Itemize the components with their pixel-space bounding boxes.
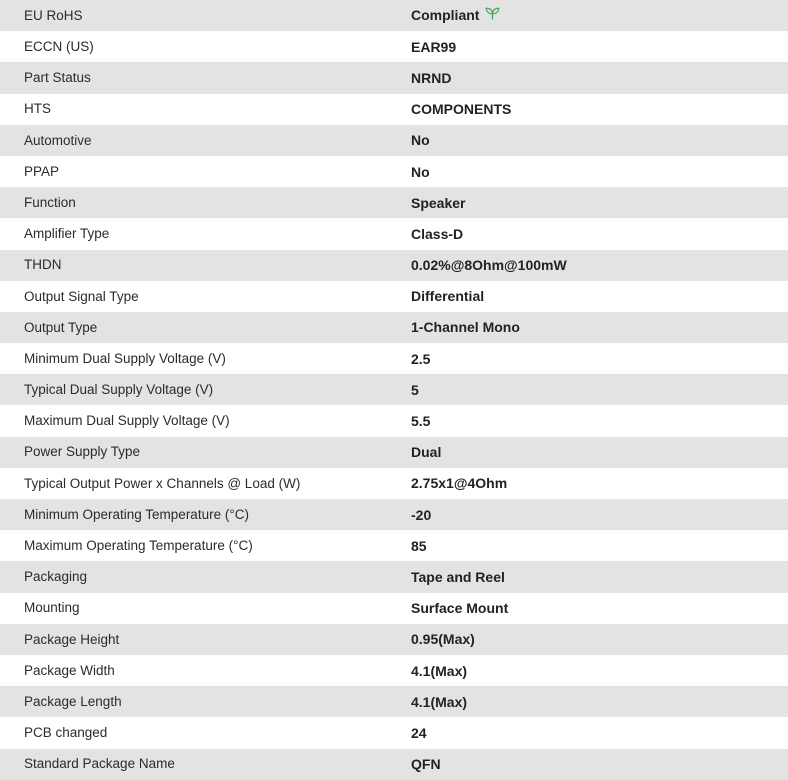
spec-value: Speaker: [411, 194, 466, 211]
spec-row-mounting: [0, 593, 788, 624]
spec-value: -20: [411, 506, 432, 523]
spec-value: 0.95(Max): [411, 631, 475, 648]
spec-row-package-width: [0, 655, 788, 686]
spec-label: Typical Output Power x Channels @ Load (W): [24, 475, 301, 491]
spec-label: Typical Dual Supply Voltage (V): [24, 382, 214, 398]
spec-value-cell: [411, 0, 788, 31]
spec-row-min-dual-supply-voltage: [0, 343, 788, 374]
spec-row-package-length: [0, 686, 788, 717]
spec-row-typ-output-power: [0, 468, 788, 499]
spec-value: 85: [411, 537, 427, 554]
spec-label: Minimum Dual Supply Voltage (V): [24, 350, 226, 366]
spec-label: Power Supply Type: [24, 444, 141, 460]
spec-value: QFN: [411, 756, 441, 773]
spec-row-output-type: [0, 312, 788, 343]
spec-label: Minimum Operating Temperature (°C): [24, 506, 249, 522]
spec-value: Surface Mount: [411, 600, 509, 617]
spec-row-amplifier-type: [0, 218, 788, 249]
spec-label: Package Height: [24, 631, 120, 647]
spec-row-output-signal-type: [0, 281, 788, 312]
spec-row-standard-package-name: [0, 749, 788, 780]
spec-row-part-status: [0, 62, 788, 93]
spec-row-function: [0, 187, 788, 218]
spec-value: Compliant: [411, 6, 480, 23]
spec-label: THDN: [24, 257, 62, 273]
spec-value: 5.5: [411, 413, 431, 430]
spec-row-hts: [0, 94, 788, 125]
spec-value: Tape and Reel: [411, 568, 505, 585]
spec-value: 5: [411, 381, 419, 398]
spec-row-max-operating-temp: [0, 530, 788, 561]
spec-label: Function: [24, 194, 76, 210]
spec-value: NRND: [411, 69, 452, 86]
spec-label: Output Signal Type: [24, 288, 139, 304]
spec-row-eccn: [0, 31, 788, 62]
spec-value: COMPONENTS: [411, 101, 512, 118]
spec-row-packaging: [0, 561, 788, 592]
spec-label: Package Length: [24, 693, 122, 709]
spec-row-ppap: [0, 156, 788, 187]
spec-label: Package Width: [24, 662, 115, 678]
spec-value: 24: [411, 724, 427, 741]
spec-label: Amplifier Type: [24, 226, 110, 242]
spec-value: 1-Channel Mono: [411, 319, 520, 336]
spec-value: Dual: [411, 444, 442, 461]
spec-label: Maximum Operating Temperature (°C): [24, 538, 253, 554]
spec-label: PCB changed: [24, 725, 108, 741]
spec-row-package-height: [0, 624, 788, 655]
spec-row-min-operating-temp: [0, 499, 788, 530]
spec-label: PPAP: [24, 163, 60, 179]
spec-value: 0.02%@8Ohm@100mW: [411, 257, 567, 274]
spec-value: 4.1(Max): [411, 693, 468, 710]
spec-label: ECCN (US): [24, 39, 94, 55]
spec-label: Standard Package Name: [24, 756, 175, 772]
spec-value: Class-D: [411, 225, 464, 242]
leaf-icon: [485, 7, 500, 22]
spec-value: EAR99: [411, 38, 457, 55]
spec-value: No: [411, 132, 430, 149]
spec-row-eu-rohs: [0, 0, 788, 31]
spec-value: 2.75x1@4Ohm: [411, 475, 508, 492]
spec-value: No: [411, 163, 430, 180]
spec-row-max-dual-supply-voltage: [0, 405, 788, 436]
spec-label: Part Status: [24, 70, 91, 86]
spec-label: EU RoHS: [24, 7, 83, 23]
spec-label: Maximum Dual Supply Voltage (V): [24, 413, 230, 429]
spec-row-power-supply-type: [0, 437, 788, 468]
spec-value: Differential: [411, 288, 485, 305]
spec-value: 2.5: [411, 350, 431, 367]
spec-label: HTS: [24, 101, 51, 117]
spec-value: 4.1(Max): [411, 662, 468, 679]
spec-label: Mounting: [24, 600, 80, 616]
spec-row-typ-dual-supply-voltage: [0, 374, 788, 405]
spec-row-pcb-changed: [0, 717, 788, 748]
spec-row-thdn: [0, 250, 788, 281]
spec-label: Automotive: [24, 132, 92, 148]
spec-row-automotive: [0, 125, 788, 156]
spec-label: Output Type: [24, 319, 98, 335]
spec-label: Packaging: [24, 569, 88, 585]
